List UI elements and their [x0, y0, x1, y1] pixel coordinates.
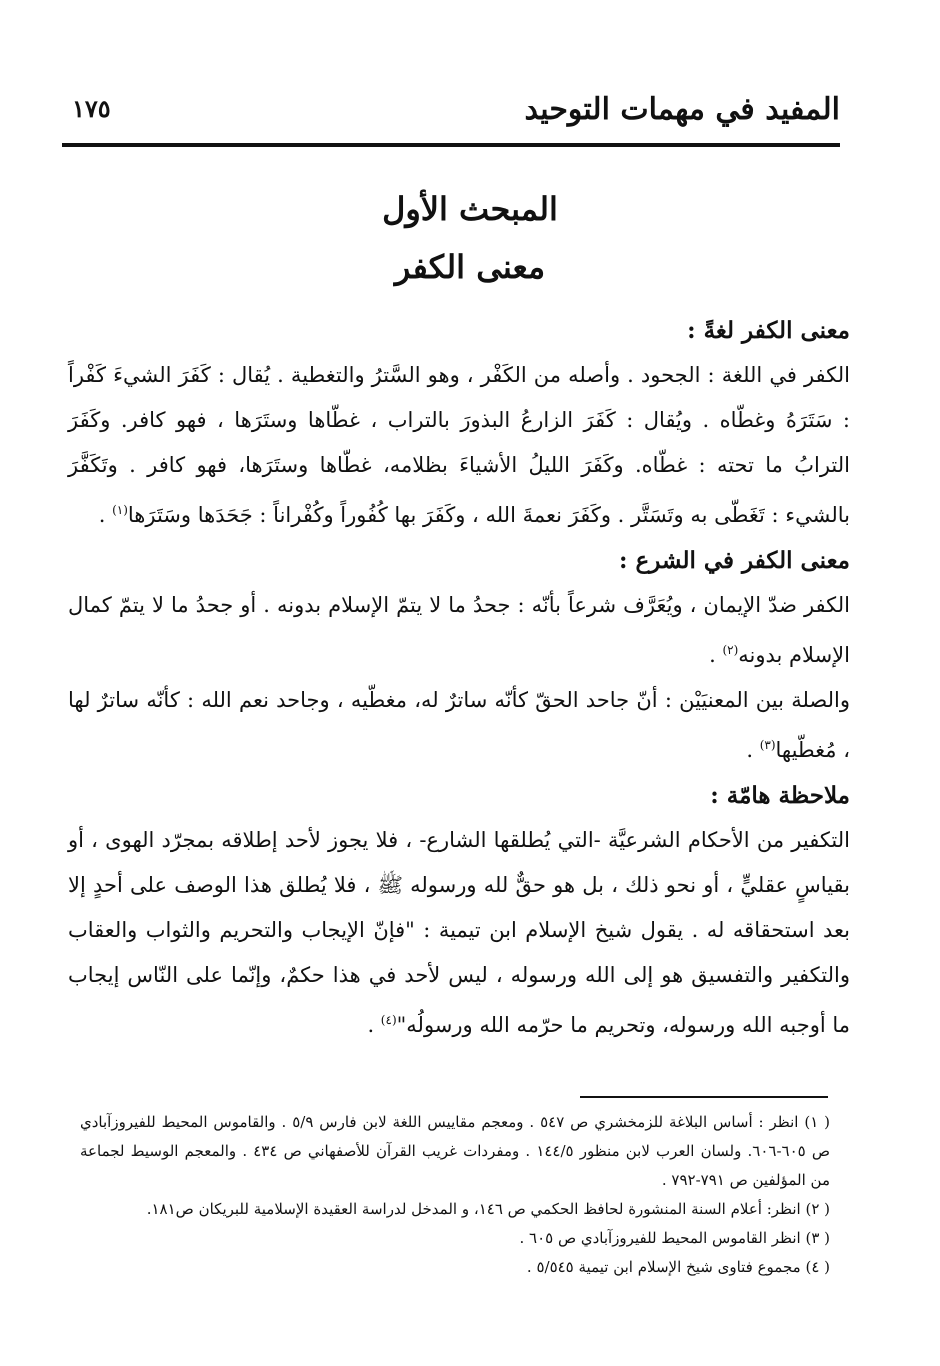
- heading-note: ملاحظة هامّة :: [710, 782, 850, 809]
- footnote-2: ( ٢) انظر: أعلام السنة المنشورة لحافظ الحكمي ص ١٤٦، و المدخل لدراسة العقيدة الإسلامية للبريكان ص١٨١.: [146, 1200, 830, 1218]
- section-title: المبحث الأول: [382, 190, 558, 228]
- footnote-ref-2: (٢): [722, 643, 739, 657]
- header-rule: [62, 143, 840, 147]
- footnotes: [80, 1108, 830, 1282]
- paragraph-link: والصلة بين المعنيَيْن : أنّ جاحد الحقّ كأنّه ساترٌ له، مغطّيه ، وجاحد نعم الله : كأنّه ساترٌ لها ، مُغطّيها$^{(٣)}$ .: [68, 688, 850, 762]
- paragraph-note-text: التكفير من الأحكام الشرعيَّة -التي يُطلقها الشارع- ، فلا يجوز لأحد إطلاقه بمجرّد الهوى ، أو بقياسٍ عقليٍّ ، أو نحو ذلك ، بل هو حقٌّ لله ورسوله ﷺ ، فلا يُطلق هذا الوصف على أحدٍ إلا بعد استحقاقه له . يقول شيخ الإسلام ابن تيمية : "فإنّ الإيجاب والتحريم والثواب والعقاب والتكفير والتفسيق هو إلى الله ورسوله ، ليس لأحد في هذا حكمٌ، وإنّما على النّاس إيجاب ما أوجبه الله ورسوله، وتحريم ما حرّمه الله ورسولُه": [68, 828, 850, 1037]
- main-text: [68, 308, 850, 1048]
- page-number: ١٧٥: [72, 94, 111, 123]
- running-title: المفيد في مهمات التوحيد: [524, 92, 840, 127]
- paragraph-linguistic-text: الكفر في اللغة : الجحود . وأصله من الكَفْر ، وهو السَّترُ والتغطية . يُقال : كَفَرَ الشيءَ كَفْراً : سَتَرَهُ وغطّاه . ويُقال : كَفَرَ الزارعُ البذورَ بالتراب ، غطّاها وستَرَها ، فهو كافر. وكَفَرَ الترابُ ما تحته : غطّاه. وكَفَرَ الليلُ الأشياءَ بظلامه، غطّاها وستَرَها، فهو كافر . وتَكَفَّرَ بالشيء : تَغَطّى به وتَسَتَّر . وكَفَرَ نعمةَ الله ، وكَفَرَ بها كُفُوراً وكُفْراناً : جَحَدَها وسَتَرَها: [68, 363, 850, 527]
- running-header: [62, 92, 840, 132]
- footnote-1: ( ١) انظر : أساس البلاغة للزمخشري ص ٥٤٧ . ومعجم مقاييس اللغة لابن فارس ٥/٩ . والقاموس المحيط للفيروزآبادي ص ٦٠٥-٦٠٦. ولسان العرب لابن منظور ١٤٤/٥ . ومفردات غريب القرآن للأصفهاني ص ٤٣٤ . والمعجم الوسيط لجماعة من المؤلفين ص ٧٩١-٧٩٢ .: [80, 1113, 831, 1189]
- paragraph-linguistic: الكفر في اللغة : الجحود . وأصله من الكَفْر ، وهو السَّترُ والتغطية . يُقال : كَفَرَ الشيءَ كَفْراً : سَتَرَهُ وغطّاه . ويُقال : كَفَرَ الزارعُ البذورَ بالتراب ، غطّاها وستَرَها ، فهو كافر. وكَفَرَ الترابُ ما تحته : غطّاه. وكَفَرَ الليلُ الأشياءَ بظلامه، غطّاها وستَرَها، فهو كافر . وتَكَفَّرَ بالشيء : تَغَطّى به وتَسَتَّر . وكَفَرَ نعمةَ الله ، وكَفَرَ بها كُفُوراً وكُفْراناً : جَحَدَها وسَتَرَها$^{(١)}$ .: [68, 363, 850, 527]
- footnote-ref-4: (٤): [380, 1013, 397, 1027]
- paragraph-legal-text: الكفر ضدّ الإيمان ، ويُعَرَّف شرعاً بأنّه : جحدُ ما لا يتمّ الإسلام بدونه . أو جحدُ ما لا يتمّ كمال الإسلام بدونه: [68, 593, 850, 667]
- paragraph-link-text: والصلة بين المعنيَيْن : أنّ جاحد الحقّ كأنّه ساترٌ له، مغطّيه ، وجاحد نعم الله : كأنّه ساترٌ لها ، مُغطّيها: [68, 688, 850, 762]
- footnote-ref-3: (٣): [759, 738, 776, 752]
- paragraph-legal: الكفر ضدّ الإيمان ، ويُعَرَّف شرعاً بأنّه : جحدُ ما لا يتمّ الإسلام بدونه . أو جحدُ ما لا يتمّ كمال الإسلام بدونه$^{(٢)}$ .: [68, 593, 850, 667]
- footnote-rule: [580, 1096, 828, 1098]
- paragraph-note: التكفير من الأحكام الشرعيَّة -التي يُطلقها الشارع- ، فلا يجوز لأحد إطلاقه بمجرّد الهوى ، أو بقياسٍ عقليٍّ ، أو نحو ذلك ، بل هو حقٌّ لله ورسوله ﷺ ، فلا يُطلق هذا الوصف على أحدٍ إلا بعد استحقاقه له . يقول شيخ الإسلام ابن تيمية : "فإنّ الإيجاب والتحريم والثواب والعقاب والتكفير والتفسيق هو إلى الله ورسوله ، ليس لأحد في هذا حكمٌ، وإنّما على النّاس إيجاب ما أوجبه الله ورسوله، وتحريم ما حرّمه الله ورسولُه"$^{(٤)}$ .: [68, 828, 850, 1037]
- heading-linguistic: معنى الكفر لغةً :: [687, 317, 850, 344]
- footnote-ref-1: (١): [112, 503, 128, 517]
- heading-legal: معنى الكفر في الشرع :: [619, 547, 850, 574]
- footnote-4: ( ٤) مجموع فتاوى شيخ الإسلام ابن تيمية ٥/٥٤٥ .: [526, 1258, 830, 1276]
- chapter-title: معنى الكفر: [394, 248, 546, 286]
- footnote-3: ( ٣) انظر القاموس المحيط للفيروزآبادي ص ٦٠٥ .: [519, 1229, 830, 1247]
